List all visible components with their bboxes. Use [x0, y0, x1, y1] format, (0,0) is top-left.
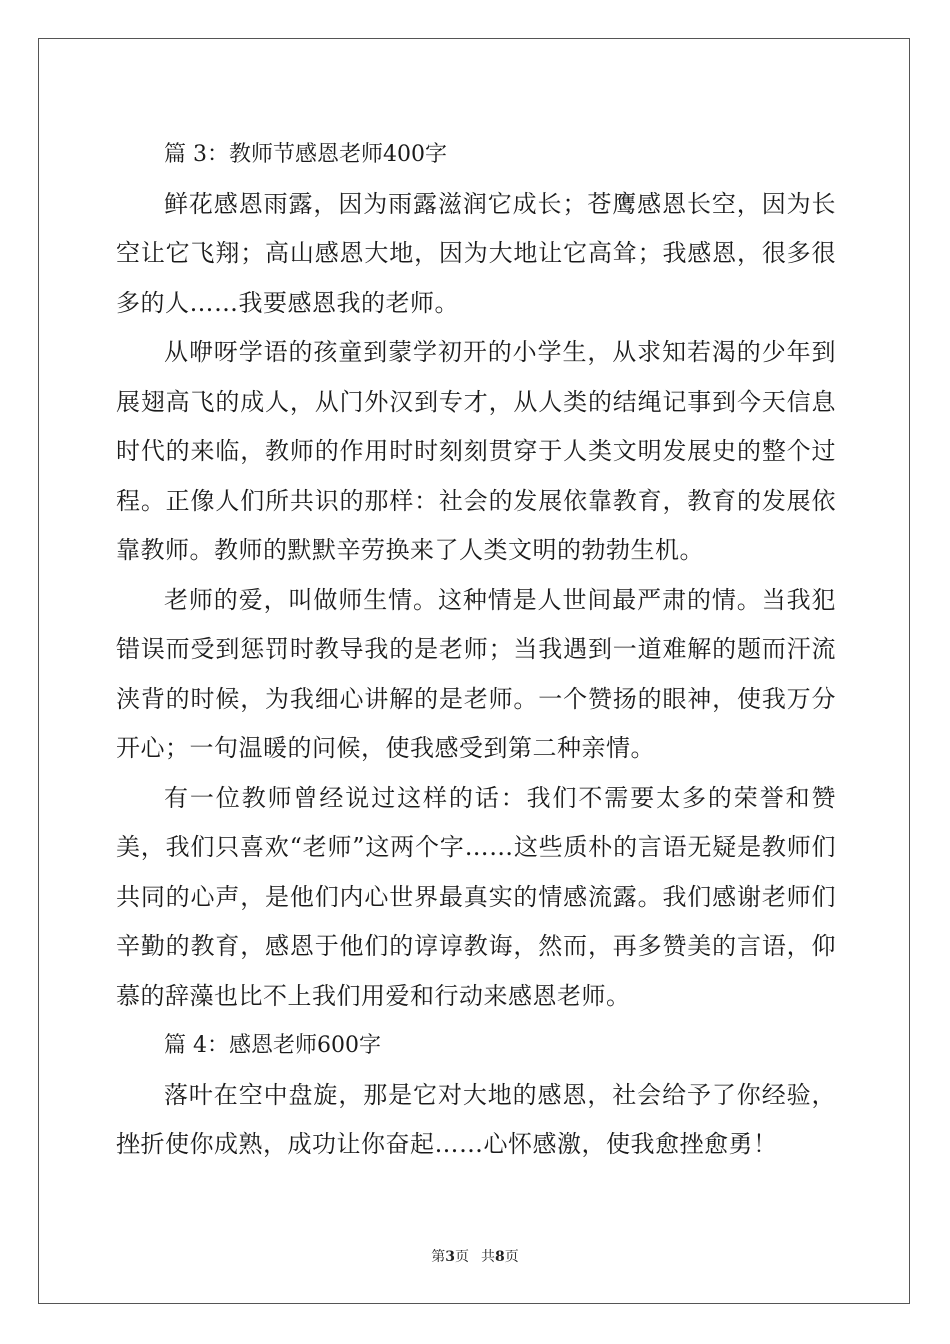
document-body — [116, 130, 836, 1170]
total-suffix: 页 — [504, 1249, 519, 1265]
page-number: 3 — [445, 1249, 455, 1265]
total-prefix: 共 — [481, 1249, 495, 1265]
paragraph: 有一位教师曾经说过这样的话：我们不需要太多的荣誉和赞美，我们只喜欢“老师”这两个字……这些质朴的言语无疑是教师们共同的心声，是他们内心世界最真实的情感流露。我们感谢老师们辛勤的教育，感恩于他们的谆谆教诲，然而，再多赞美的言语，仰慕的辞藻也比不上我们用爱和行动来感恩老师。 — [116, 783, 836, 1010]
page-prefix: 第 — [431, 1249, 446, 1265]
page-footer — [0, 1246, 950, 1266]
paragraph: 老师的爱，叫做师生情。这种情是人世间最严肃的情。当我犯错误而受到惩罚时教导我的是老师；当我遇到一道难解的题而汗流浃背的时候，为我细心讲解的是老师。一个赞扬的眼神，使我万分开心；一句温暖的问候，使我感受到第二种亲情。 — [116, 585, 836, 762]
page-suffix: 页 — [455, 1249, 469, 1265]
section-heading-3: 篇 3：教师节感恩老师400字 — [164, 142, 447, 167]
paragraph: 从咿呀学语的孩童到蒙学初开的小学生，从求知若渴的少年到展翅高飞的成人，从门外汉到专才，从人类的结绳记事到今天信息时代的来临，教师的作用时时刻刻贯穿于人类文明发展史的整个过程。正像人们所共识的那样：社会的发展依靠教育，教育的发展依靠教师。教师的默默辛劳换来了人类文明的勃勃生机。 — [116, 338, 836, 564]
total-pages: 8 — [495, 1249, 505, 1265]
paragraph: 落叶在空中盘旋，那是它对大地的感恩，社会给予了你经验，挫折使你成熟，成功让你奋起……心怀感激，使我愈挫愈勇！ — [116, 1080, 836, 1158]
section-heading-4: 篇 4：感恩老师600字 — [164, 1033, 381, 1058]
paragraph: 鲜花感恩雨露，因为雨露滋润它成长；苍鹰感恩长空，因为长空让它飞翔；高山感恩大地，因为大地让它高耸；我感恩，很多很多的人……我要感恩我的老师。 — [116, 189, 836, 317]
